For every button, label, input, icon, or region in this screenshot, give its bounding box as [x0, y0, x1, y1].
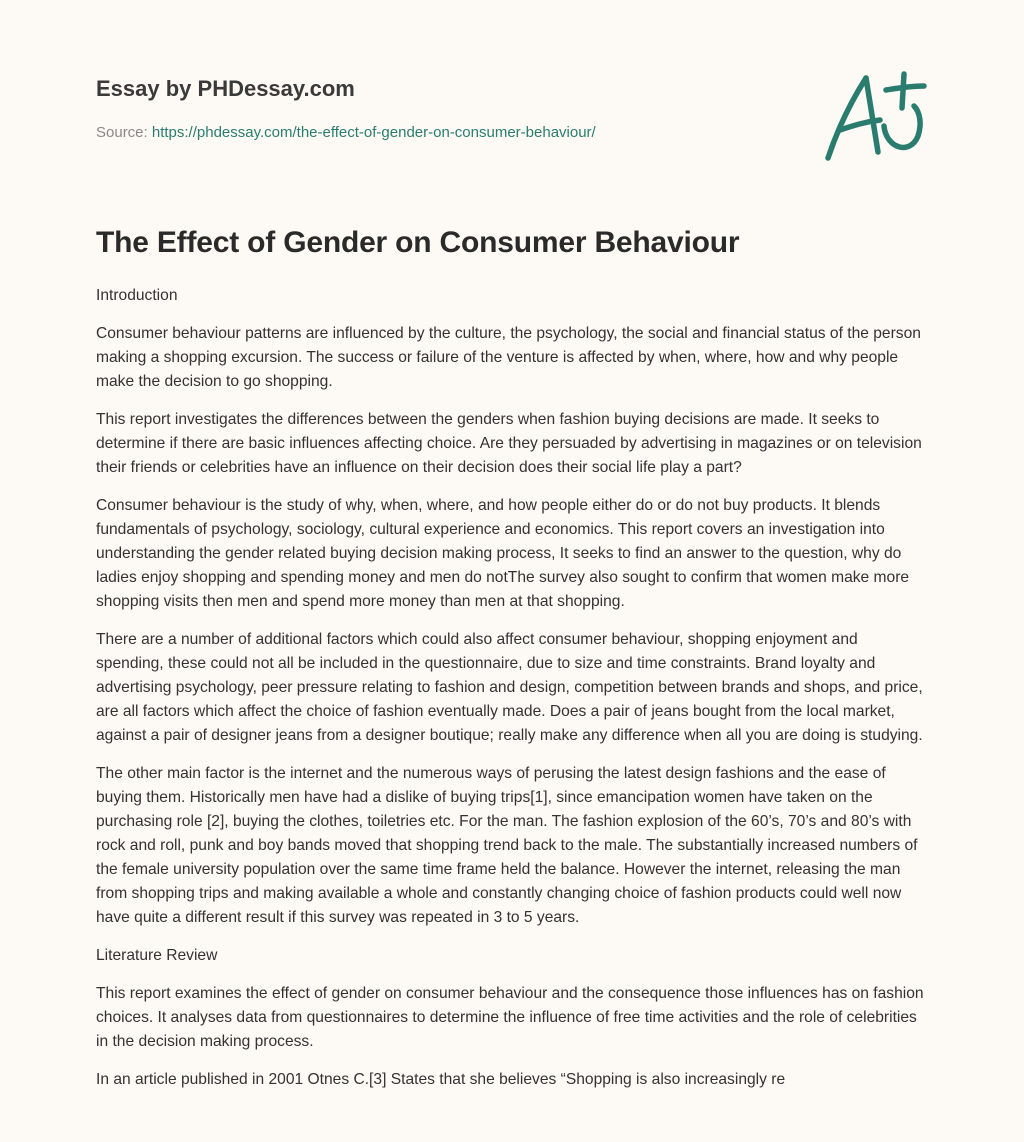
a-plus-logo-icon [820, 66, 932, 166]
essay-title: The Effect of Gender on Consumer Behaviour [96, 226, 740, 259]
paragraph: Consumer behaviour patterns are influenced by the culture, the psychology, the social and financial status of the person making a shopping excursion. The success or failure of the venture is affected by when, where, how and why people make the decision to go shopping. [96, 325, 921, 390]
source-link[interactable]: https://phdessay.com/the-effect-of-gender-on-consumer-behaviour/ [151, 124, 596, 141]
paragraph: Consumer behaviour is the study of why, when, where, and how people either do or do not buy products. It blends fundamentals of psychology, sociology, cultural experience and economics. This report covers an investigation into understanding the gender related buying decision making process, It seeks to find an answer to the question, why do ladies enjoy shopping and spending money and men do notThe survey also sought to confirm that women make more shopping visits then men and spend more money than men at that shopping. [96, 497, 910, 610]
section-heading-introduction: Introduction [96, 287, 178, 304]
site-brand: Essay by PHDessay.com [96, 76, 355, 101]
section-heading-literature-review: Literature Review [96, 947, 218, 964]
essay-body [96, 284, 928, 1106]
source-line [96, 124, 596, 141]
paragraph: This report investigates the differences between the genders when fashion buying decisions are made. It seeks to determine if there are basic influences affecting choice. Are they persuaded by advertising in magazines or on television their friends or celebrities have an influence on their decision does their social life play a part? [96, 411, 922, 476]
paragraph: This report examines the effect of gender on consumer behaviour and the consequence those influences has on fashion choices. It analyses data from questionnaires to determine the influence of free time activities and the role of celebrities in the decision making process. [96, 985, 924, 1050]
paragraph: In an article published in 2001 Otnes C.[3] States that she believes “Shopping is also increasingly re [96, 1071, 786, 1088]
source-label: Source: [96, 124, 148, 141]
paragraph: There are a number of additional factors which could also affect consumer behaviour, shopping enjoyment and spending, these could not all be included in the questionnaire, due to size and time constraints. Brand loyalty and advertising psychology, peer pressure relating to fashion and design, competition between brands and shops, and price, are all factors which affect the choice of fashion eventually made. Does a pair of jeans bought from the local market, against a pair of designer jeans from a designer boutique; really make any difference when all you are doing is studying. [96, 631, 923, 744]
paragraph: The other main factor is the internet and the numerous ways of perusing the latest design fashions and the ease of buying them. Historically men have had a dislike of buying trips[1], since emancipation women have taken on the purchasing role [2], buying the clothes, toiletries etc. For the man. The fashion explosion of the 60’s, 70’s and 80’s with rock and roll, punk and boy bands moved that shopping trend back to the male. The substantially increased numbers of the female university population over the same time frame held the balance. However the internet, releasing the man from shopping trips and making available a whole and constantly changing choice of fashion products could well now have quite a different result if this survey was repeated in 3 to 5 years. [96, 765, 918, 926]
essay-page [96, 0, 928, 1088]
site-header [96, 0, 928, 190]
